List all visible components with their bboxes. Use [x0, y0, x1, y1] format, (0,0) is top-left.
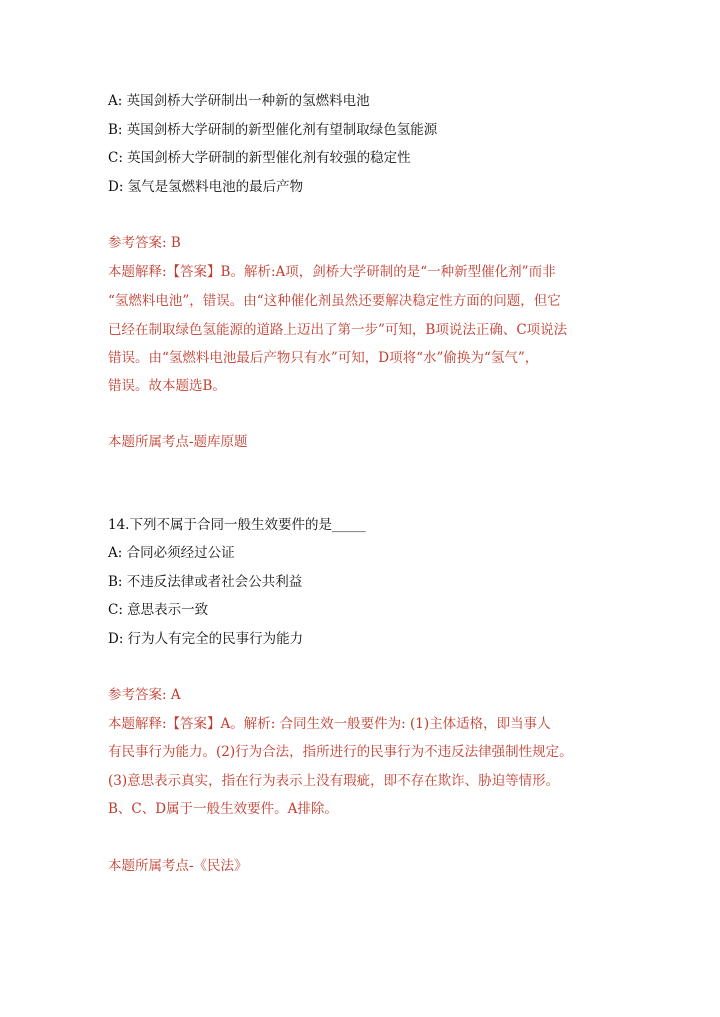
q14-stem: 14.下列不属于合同一般生效要件的是_____: [108, 517, 366, 533]
q13-option-d: D: 氢气是氢燃料电池的最后产物: [108, 179, 304, 195]
q14-topic: 本题所属考点-《民法》: [108, 858, 248, 874]
q14-explanation-line-3: (3)意思表示真实，指在行为表示上没有瑕疵，即不存在欺诈、胁迫等情形。: [108, 773, 560, 789]
q13-option-c: C: 英国剑桥大学研制的新型催化剂有较强的稳定性: [108, 150, 411, 166]
q13-explanation-line-3: 已经在制取绿色氢能源的道路上迈出了第一步”可知，B项说法正确、C项说法: [108, 322, 568, 338]
q13-explanation-line-2: “氢燃料电池”，错误。由“这种催化剂虽然还要解决稳定性方面的问题，但它: [108, 293, 561, 309]
q14-explanation-line-1: 本题解释:【答案】A。解析: 合同生效一般要件为: (1)主体适格，即当事人: [108, 716, 551, 732]
q14-option-a: A: 合同必须经过公证: [108, 545, 235, 561]
q14-option-d: D: 行为人有完全的民事行为能力: [108, 631, 304, 647]
q13-topic: 本题所属考点-题库原题: [108, 434, 248, 450]
q14-option-b: B: 不违反法律或者社会公共利益: [108, 574, 303, 590]
q14-answer: 参考答案: A: [108, 687, 181, 703]
q13-explanation-line-1: 本题解释:【答案】B。解析:A项，剑桥大学研制的是“一种新型催化剂”而非: [108, 264, 556, 280]
q13-answer: 参考答案: B: [108, 235, 181, 251]
q13-explanation-line-5: 错误。故本题选B。: [108, 378, 226, 394]
q13-option-b: B: 英国剑桥大学研制的新型催化剂有望制取绿色氢能源: [108, 122, 438, 138]
q14-explanation-line-4: B、C、D属于一般生效要件。A排除。: [108, 801, 338, 817]
q14-explanation-line-2: 有民事行为能力。(2)行为合法，指所进行的民事行为不违反法律强制性规定。: [108, 744, 573, 760]
q14-option-c: C: 意思表示一致: [108, 602, 209, 618]
q13-explanation-line-4: 错误。由“氢燃料电池最后产物只有水”可知，D项将“水”偷换为“氢气”，: [108, 350, 539, 366]
q13-option-a: A: 英国剑桥大学研制出一种新的氢燃料电池: [108, 93, 370, 109]
